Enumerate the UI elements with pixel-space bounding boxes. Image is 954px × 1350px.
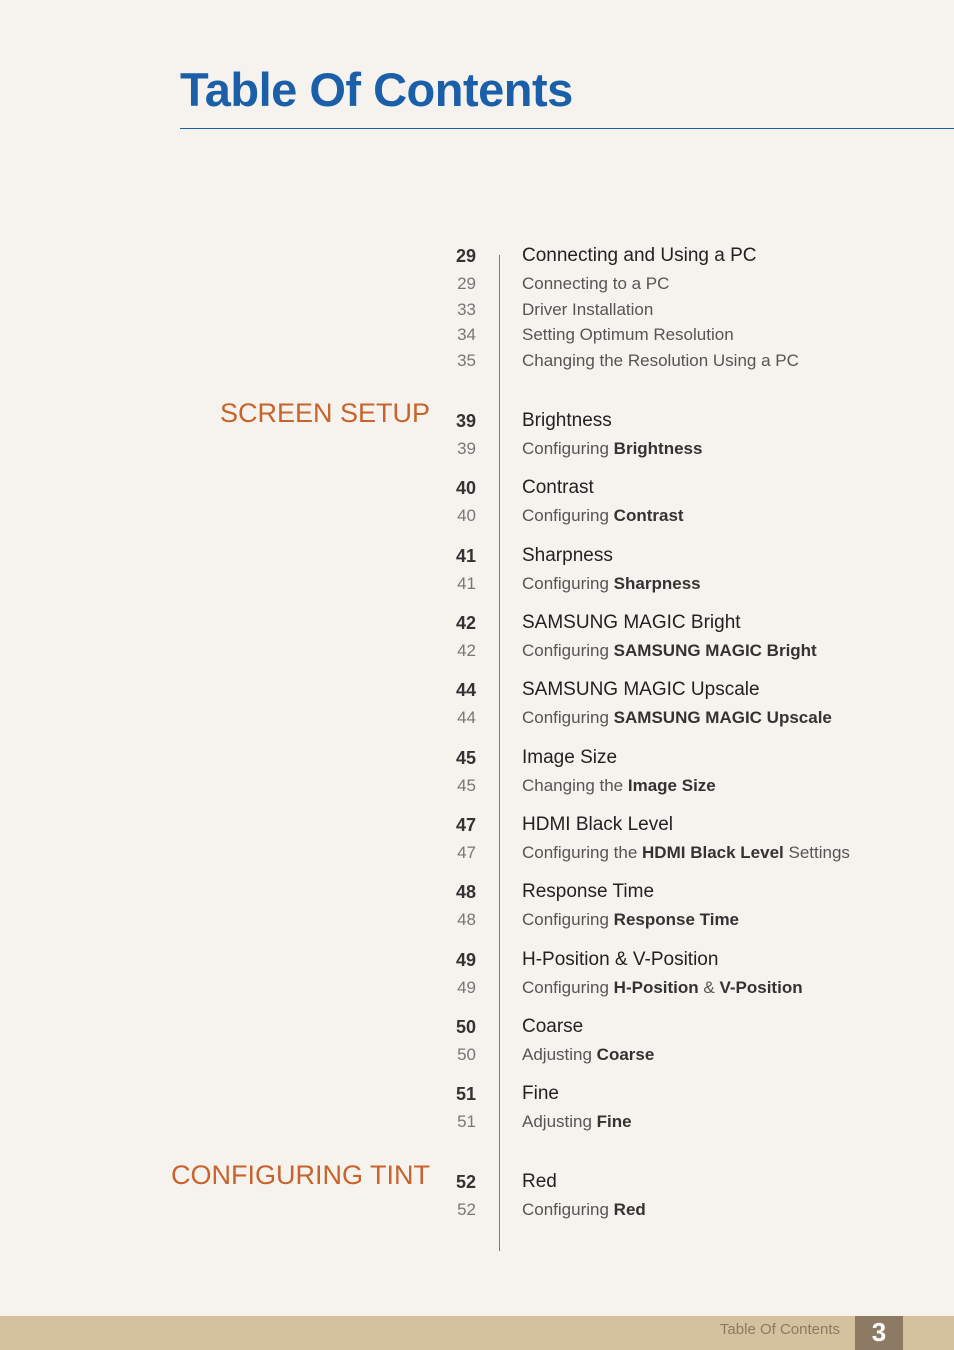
toc-entry-text (522, 975, 803, 1001)
title-divider (180, 128, 954, 129)
toc-sub-row[interactable] (0, 503, 954, 529)
toc-entry-fragment: Configuring (522, 978, 614, 997)
toc-entry-fragment: Adjusting (522, 1112, 597, 1131)
toc-heading-row[interactable] (0, 677, 954, 703)
toc-entry-emphasis: H-Position (613, 978, 699, 997)
toc-page-number: 39 (457, 439, 476, 458)
toc-entry-text (522, 638, 817, 664)
toc-page-number: 44 (457, 708, 476, 727)
toc-entry-text (522, 1197, 646, 1223)
toc-sub-row[interactable] (0, 436, 954, 462)
toc-entry-text: Setting Optimum Resolution (522, 325, 734, 344)
toc-page-number: 51 (455, 1084, 476, 1104)
toc-entry-emphasis: Brightness (613, 439, 703, 458)
toc-page-number: 45 (457, 776, 476, 795)
toc-heading-row[interactable] (0, 879, 954, 905)
toc-page-number: 47 (457, 843, 476, 862)
toc-entry-text: Driver Installation (522, 300, 654, 319)
toc-sub-row[interactable] (0, 705, 954, 731)
toc-entry-text: H-Position & V-Position (522, 949, 719, 970)
toc-entry-emphasis: V-Position (719, 978, 803, 997)
toc-page-number: 33 (457, 300, 476, 319)
toc-entry-fragment: Configuring (522, 910, 614, 929)
toc-entry-text: Connecting to a PC (522, 274, 670, 293)
toc-entry-fragment: Configuring (522, 506, 614, 525)
toc-sub-row[interactable] (0, 840, 954, 866)
toc-sub-row[interactable] (0, 348, 954, 374)
toc-page-number: 51 (457, 1112, 476, 1131)
toc-entry-text: Brightness (522, 410, 612, 431)
toc-page-number: 29 (455, 246, 476, 266)
toc-entry-text: HDMI Black Level (522, 814, 673, 835)
page-title: Table Of Contents (180, 63, 573, 116)
toc-page-number: 45 (455, 748, 476, 768)
toc-page-number: 47 (455, 815, 476, 835)
toc-entry-emphasis: Contrast (613, 506, 684, 525)
toc-entry-fragment: Settings (783, 843, 850, 862)
toc-page-number: 40 (455, 478, 476, 498)
section-label-configuring-tint: CONFIGURING TINT (171, 1160, 430, 1190)
toc-entry-fragment: Adjusting (522, 1045, 597, 1064)
toc-entry-text (522, 840, 850, 866)
toc-heading-row[interactable] (0, 475, 954, 501)
toc-page-number: 29 (457, 274, 476, 293)
toc-page-number: 42 (455, 613, 476, 633)
toc-sub-row[interactable] (0, 1197, 954, 1223)
toc-entry-text: Red (522, 1171, 557, 1192)
toc-heading-row[interactable] (0, 947, 954, 973)
toc-entry-emphasis: Response Time (613, 910, 740, 929)
toc-sub-row[interactable] (0, 297, 954, 323)
toc-entry-emphasis: HDMI Black Level (642, 843, 784, 862)
toc-heading-row[interactable] (0, 1081, 954, 1107)
toc-sub-row[interactable] (0, 975, 954, 1001)
toc-sub-row[interactable] (0, 271, 954, 297)
toc-entry-fragment: Configuring (522, 708, 614, 727)
toc-entry-text: Connecting and Using a PC (522, 245, 757, 266)
toc-page-number: 52 (455, 1172, 476, 1192)
toc-heading-row[interactable] (0, 408, 954, 434)
toc-entry-fragment: Configuring (522, 439, 614, 458)
toc-entry-text (522, 773, 716, 799)
toc-page-number: 52 (457, 1200, 476, 1219)
toc-entry-fragment: Configuring (522, 641, 614, 660)
toc-entry-text (522, 1109, 632, 1135)
toc-page-number: 49 (455, 950, 476, 970)
toc-entry-text: Sharpness (522, 545, 613, 566)
toc-entry-emphasis: Red (613, 1200, 646, 1219)
toc-heading-row[interactable] (0, 610, 954, 636)
toc-page-number: 44 (455, 680, 476, 700)
toc-page-number: 41 (455, 546, 476, 566)
toc-page-number: 48 (455, 882, 476, 902)
toc-entry-text: SAMSUNG MAGIC Bright (522, 612, 741, 633)
toc-entry-text (522, 436, 702, 462)
toc-page-number: 49 (457, 978, 476, 997)
toc-entry-emphasis: SAMSUNG MAGIC Bright (613, 641, 817, 660)
toc-sub-row[interactable] (0, 571, 954, 597)
toc-entry-emphasis: SAMSUNG MAGIC Upscale (613, 708, 832, 727)
toc-entry-fragment: Configuring the (522, 843, 643, 862)
toc-heading-row[interactable] (0, 1169, 954, 1195)
toc-entry-emphasis: Fine (596, 1112, 632, 1131)
toc-sub-row[interactable] (0, 907, 954, 933)
toc-page-number: 34 (457, 325, 476, 344)
toc-page-number: 40 (457, 506, 476, 525)
toc-heading-row[interactable] (0, 1014, 954, 1040)
toc-entry-fragment: Configuring (522, 574, 614, 593)
footer-label: Table Of Contents (719, 1321, 840, 1338)
toc-entry-fragment: & (698, 978, 720, 997)
toc-page-number: 42 (457, 641, 476, 660)
toc-entry-text: Image Size (522, 747, 618, 768)
toc-sub-row[interactable] (0, 322, 954, 348)
toc-entry-text (522, 503, 684, 529)
toc-entry-emphasis: Coarse (596, 1045, 655, 1064)
toc-page-number: 39 (455, 411, 476, 431)
toc-sub-row[interactable] (0, 1042, 954, 1068)
toc-entry-text: Coarse (522, 1016, 584, 1037)
toc-entry-emphasis: Sharpness (613, 574, 701, 593)
toc-entry-text: Response Time (522, 881, 655, 902)
toc-entry-text (522, 907, 739, 933)
toc-page-number: 50 (455, 1017, 476, 1037)
toc-page-number: 48 (457, 910, 476, 929)
toc-sub-row[interactable] (0, 1109, 954, 1135)
toc-entry-fragment: Changing the (522, 776, 628, 795)
toc-entry-text: SAMSUNG MAGIC Upscale (522, 679, 760, 700)
toc-entry-text: Changing the Resolution Using a PC (522, 351, 799, 370)
toc-page-number: 50 (457, 1045, 476, 1064)
toc-entry-text (522, 571, 701, 597)
toc-entry-text: Fine (522, 1083, 559, 1104)
toc-entry-text (522, 705, 832, 731)
toc-sub-row[interactable] (0, 638, 954, 664)
toc-page-number: 35 (457, 351, 476, 370)
toc-entry-emphasis: Image Size (627, 776, 716, 795)
section-label-screen-setup: SCREEN SETUP (219, 398, 430, 428)
toc-heading-row[interactable] (0, 745, 954, 771)
toc-entry-fragment: Configuring (522, 1200, 614, 1219)
toc-heading-row[interactable] (0, 243, 954, 269)
page-number: 3 (855, 1316, 903, 1350)
toc-sub-row[interactable] (0, 773, 954, 799)
toc-heading-row[interactable] (0, 543, 954, 569)
toc-entry-text: Contrast (522, 477, 594, 498)
toc-heading-row[interactable] (0, 812, 954, 838)
toc-page-number: 41 (457, 574, 476, 593)
toc-entry-text (522, 1042, 654, 1068)
